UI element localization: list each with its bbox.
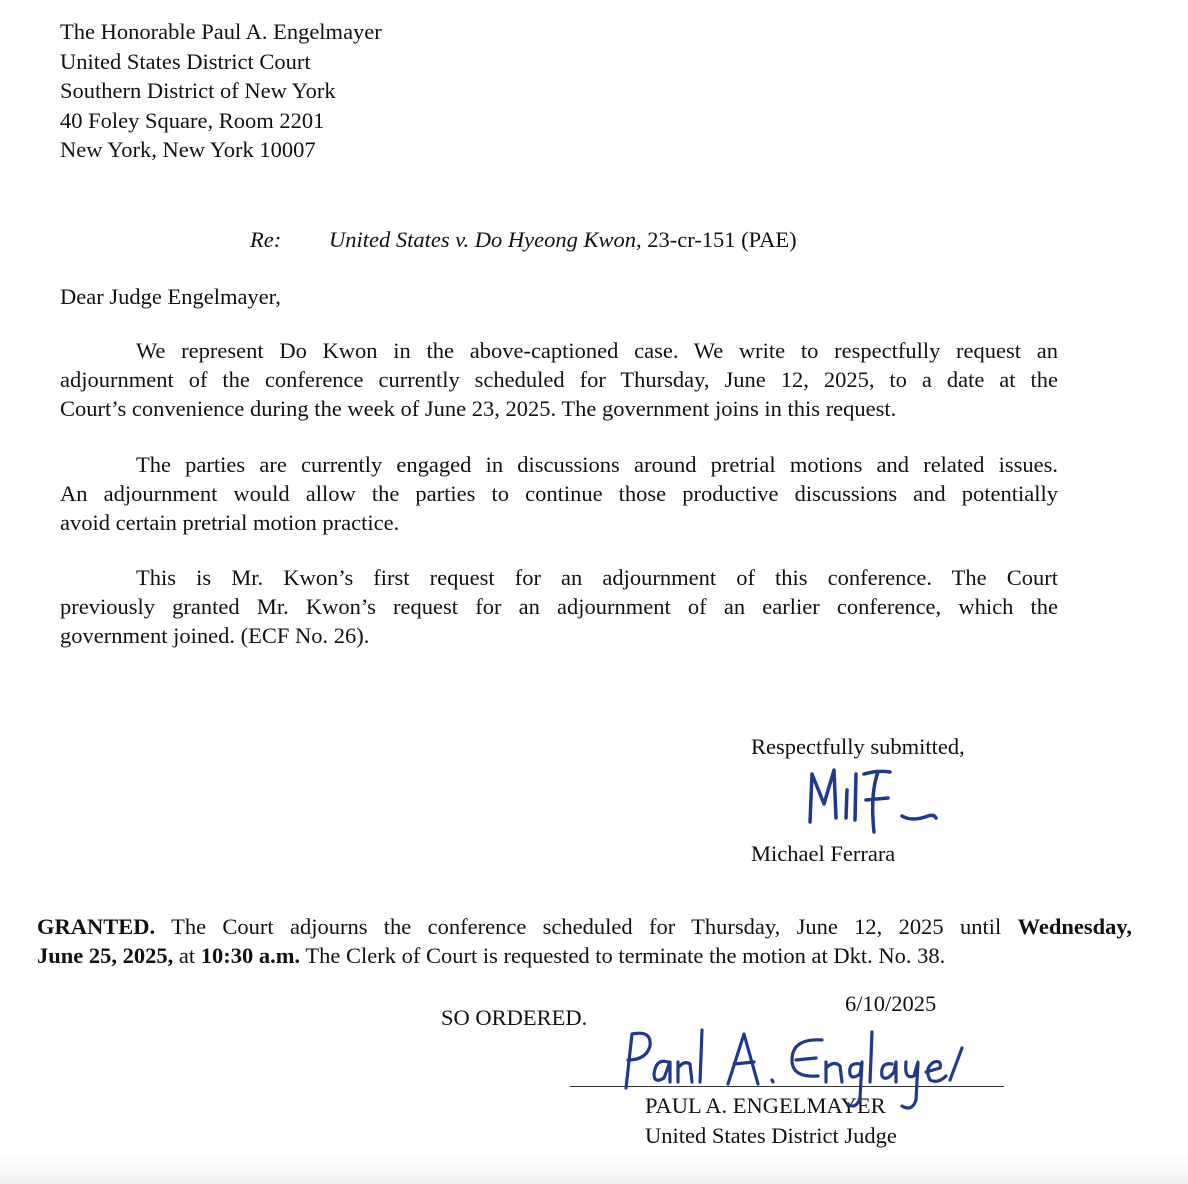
- paragraph-history: [60, 563, 1058, 650]
- order-line: [37, 912, 1132, 941]
- closing: Respectfully submitted,: [751, 734, 965, 759]
- engelmayer-signature: [612, 1018, 972, 1118]
- paragraph-request: [60, 336, 1058, 423]
- order-time: 10:30 a.m.: [200, 943, 301, 968]
- case-name: United States v. Do Hyeong Kwon: [329, 227, 637, 252]
- recipient-address: [60, 17, 382, 165]
- order-granted: GRANTED.: [37, 914, 156, 939]
- order-weekday: Wednesday,: [1017, 914, 1132, 939]
- order-text: The Clerk of Court is requested to terminate the motion at Dkt. No. 38.: [300, 943, 946, 968]
- signer-name: Michael Ferrara: [751, 841, 896, 866]
- paragraph-line: previously granted Mr. Kwon’s request for an adjournment of an earlier conference, which the: [60, 594, 1058, 619]
- case-number: , 23-cr-151 (PAE): [636, 227, 797, 252]
- ferrara-signature: [800, 760, 950, 840]
- paragraph-line: This is Mr. Kwon’s first request for an adjournment of this conference. The Court: [136, 565, 1058, 590]
- page-bottom-shade: [0, 1154, 1188, 1184]
- paragraph-line: avoid certain pretrial motion practice.: [60, 510, 400, 535]
- so-ordered: SO ORDERED.: [441, 1005, 588, 1030]
- order-date: 6/10/2025: [845, 991, 937, 1016]
- salutation: Dear Judge Engelmayer,: [60, 284, 281, 309]
- address-line: United States District Court: [60, 48, 311, 74]
- judge-name: PAUL A. ENGELMAYER: [645, 1093, 886, 1118]
- paragraph-line: The parties are currently engaged in discussions around pretrial motions and related issues.: [136, 452, 1058, 477]
- re-line: [250, 225, 797, 254]
- paragraph-discussions: [60, 450, 1058, 537]
- order-text: The Court adjourns the conference scheduled for Thursday, June 12, 2025 until: [155, 914, 1018, 939]
- order-text: at: [173, 943, 201, 968]
- address-line: New York, New York 10007: [60, 137, 316, 162]
- order-line: [37, 941, 1132, 970]
- order-new-date: June 25, 2025,: [37, 943, 174, 968]
- paragraph-line: adjournment of the conference currently scheduled for Thursday, June 12, 2025, to a date at the: [60, 367, 1058, 392]
- court-order: [37, 912, 1132, 970]
- address-line: The Honorable Paul A. Engelmayer: [60, 19, 382, 44]
- re-label: Re:: [250, 227, 282, 252]
- paragraph-line: An adjournment would allow the parties to continue those productive discussions and potentially: [60, 481, 1058, 506]
- paragraph-line: Court’s convenience during the week of June 23, 2025. The government joins in this request.: [60, 396, 897, 421]
- address-line: 40 Foley Square, Room 2201: [60, 107, 325, 133]
- address-line: Southern District of New York: [60, 78, 336, 103]
- judge-title: United States District Judge: [645, 1123, 897, 1148]
- paragraph-line: government joined. (ECF No. 26).: [60, 623, 370, 648]
- paragraph-line: We represent Do Kwon in the above-captioned case. We write to respectfully request an: [136, 338, 1058, 363]
